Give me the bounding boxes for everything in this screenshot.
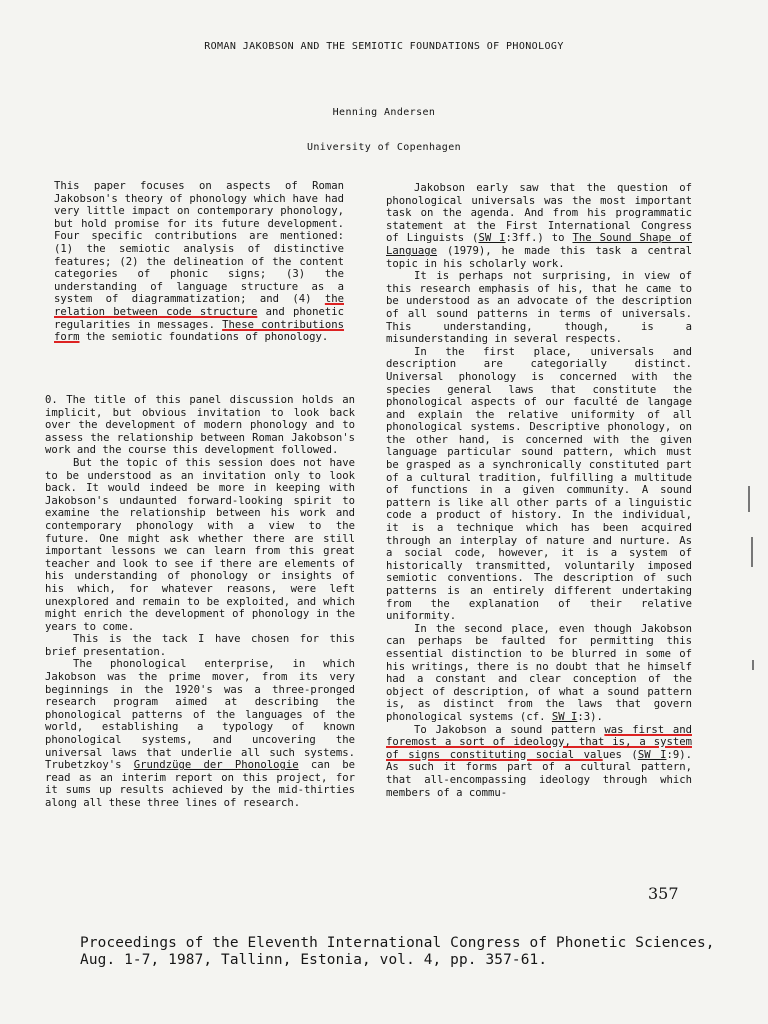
sw-ref-1: SW I bbox=[478, 232, 506, 245]
margin-mark bbox=[752, 660, 754, 670]
left-p4-text-start: The phonological enterprise, in which Jakobson was the prime mover, from its very beginnings in the 1920's was a three-pronged research program aimed at describing the phonological patterns of the languages of the world, establishing a typology of known phonological systems, and uncovering the universal laws that underlie all such systems. Trubetzkoy's bbox=[45, 658, 355, 772]
right-p5-text-end: :9). As such it forms part of a cultural pattern, that all-encompassing ideology through which members of a commu- bbox=[386, 748, 693, 799]
right-paragraph-4 bbox=[386, 623, 692, 724]
left-p4-text-end: can be read as an interim report on this project, for it sums up results achieved by the mid-thirties along all these three lines of research. bbox=[45, 759, 355, 809]
affiliation: University of Copenhagen bbox=[306, 142, 462, 153]
right-paragraph-5 bbox=[386, 724, 692, 800]
right-p1-text-start: Jakobson early saw that the question of phonological universals was the most important task on the agenda. And from his programmatic statement at the First International Congress of Linguists ( bbox=[386, 182, 692, 245]
proceedings-footer: Proceedings of the Eleventh International Congress of Phonetic Sciences, Aug. 1-7, 1987, Tallinn, Estonia, vol. 4, pp. 357-61. bbox=[80, 935, 715, 968]
sw-ref-2: SW I bbox=[551, 710, 578, 723]
abstract-text-end: the semiotic foundations of phonology. bbox=[79, 331, 329, 344]
running-head: ROMAN JAKOBSON AND THE SEMIOTIC FOUNDATIONS OF PHONOLOGY bbox=[204, 41, 564, 52]
left-paragraph-2: But the topic of this session does not have to be understood as an invitation only to look back. It would indeed be more in keeping with Jakobson's undaunted forward-looking spirit to examine the relationship between his work and contemporary phonology with a view to the future. One might ask whether there are still important lessons we can learn from this great teacher and look to see if there are elements of his understanding of phonology or insights of his which, for whatever reasons, were left unexplored and remain to be exploited, and which might enrich the development of phonology in the years to come. bbox=[45, 456, 355, 633]
abstract-text-mid: and phonetic regularities in messages. bbox=[54, 305, 345, 331]
right-paragraph-2: It is perhaps not surprising, in view of this research emphasis of his, that he came to be understood as an advocate of the description of all sound patterns in terms of universals. This understanding, though, is a misunderstanding in several respects. bbox=[386, 270, 692, 346]
margin-mark bbox=[751, 537, 753, 567]
left-paragraph-1: 0. The title of this panel discussion holds an implicit, but obvious invitation to look back over the development of modern phonology and to assess the relationship between Roman Jakobson's work and the course this development followed. bbox=[45, 394, 355, 457]
author-name: Henning Andersen bbox=[332, 107, 436, 118]
abstract-paragraph bbox=[54, 180, 344, 344]
right-column bbox=[386, 182, 692, 799]
margin-mark bbox=[748, 486, 750, 512]
left-paragraph-4 bbox=[45, 658, 355, 809]
right-paragraph-3: In the first place, universals and description are categorially distinct. Universal phonology is concerned with the species general laws that constitute the phonological aspects of our faculté de langage and explain the relative uniformity of all phonological systems. Descriptive phonology, on the other hand, is concerned with the given language particular sound pattern, which must be grasped as a synchronically constituted part of a cultural tradition, fulfilling a multitude of functions in a given community. A sound pattern is like all other parts of a linguistic code a product of history. In the individual, it is a technique which has been acquired through an interplay of nature and nurture. As a social code, however, it is a system of historically transmitted, voluntarily imposed semiotic conventions. The description of such patterns is an entirely different undertaking from the explanation of their relative uniformity. bbox=[386, 345, 692, 623]
left-paragraph-3: This is the tack I have chosen for this brief presentation. bbox=[45, 633, 355, 658]
abstract-text-start: This paper focuses on aspects of Roman Jakobson's theory of phonology which have had very little impact on contemporary phonology, but hold promise for its future development. Four specific contributions are mentioned: (1) the semiotic analysis of distinctive features; (2) the delineation of the content categories of phonic signs; (3) the understanding of language structure as a system of diagrammatization; and (4) bbox=[54, 180, 344, 306]
right-p4-text-start: In the second place, even though Jakobson can perhaps be faulted for permitting this essential distinction to be blurred in some of his writings, there is no doubt that he himself had a constant and clear conception of the object of description, of what a sound pattern is, as distinct from the laws that govern phonological systems (cf. bbox=[386, 622, 692, 723]
page-number: 357 bbox=[648, 884, 679, 903]
left-column bbox=[45, 394, 355, 810]
abstract bbox=[54, 180, 344, 344]
sw-ref-3: SW I bbox=[637, 748, 667, 761]
grundzuge-title: Grundzüge der Phonologie bbox=[133, 759, 299, 772]
right-p4-text-end: :3). bbox=[577, 710, 603, 723]
right-p5-text-mid: ues ( bbox=[602, 748, 638, 761]
right-p1-text-end: (1979), he made this task a central topic in his scholarly work. bbox=[386, 244, 692, 270]
red-underline-2: These contributions form bbox=[54, 318, 345, 344]
sound-shape-title: The Sound Shape of Language bbox=[386, 232, 693, 257]
red-underline-3: was first and foremost a sort of ideology, that is, a system of signs constituting social val bbox=[386, 723, 692, 761]
right-paragraph-1 bbox=[386, 182, 692, 270]
red-underline-1: the relation between code structure bbox=[54, 293, 344, 318]
right-p1-text-mid: :3ff.) to bbox=[505, 232, 573, 245]
right-p5-text-start: To Jakobson a sound pattern bbox=[414, 723, 605, 736]
